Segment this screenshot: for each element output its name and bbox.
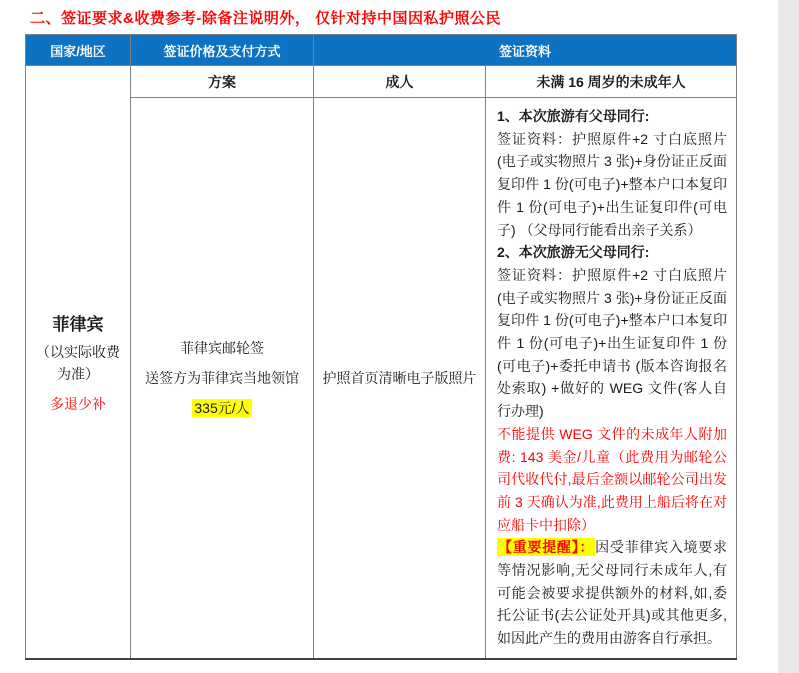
minor-section2-title: 2、本次旅游无父母同行: — [497, 244, 650, 261]
plan-submission-channel: 送签方为菲律宾当地领馆 — [145, 369, 299, 386]
country-refund-note: 多退少补 — [50, 395, 106, 412]
minor-section2-body: 签证资料：护照原件+2 寸白底照片(电子或实物照片 3 张)+身份证正反面复印件 1 份(可电子)+整本户口本复印件 1 份(可电子)+出生证复印件 1 份(可电子)+委托申请书 (版本咨询报名处索取) +做好的 WEG 文件(客人自行办理) — [497, 266, 728, 420]
table-subheader-row — [26, 66, 737, 98]
minor-weg-surcharge-note: 不能提供 WEG 文件的未成年人附加费: 143 美金/儿童（此费用为邮轮公司代收代付,最后金额以邮轮公司出发前 3 天确认为准,此费用上船后将在对应船卡中扣除） — [497, 425, 728, 533]
section-title: 二、签证要求&收费参考-除备注说明外， 仅针对持中国因私护照公民 — [30, 10, 501, 27]
plan-price-highlighted: 335元/人 — [194, 399, 250, 416]
visa-requirements-table — [25, 34, 737, 660]
header-visa-price-payment: 签证价格及支付方式 — [131, 35, 314, 66]
country-actual-fee-note: （以实际收费为准） — [36, 343, 120, 382]
plan-cell — [131, 98, 314, 659]
header-country-region: 国家/地区 — [26, 35, 131, 66]
header-visa-materials: 签证资料 — [314, 35, 737, 66]
minor-section1-body: 签证资料：护照原件+2 寸白底照片(电子或实物照片 3 张)+身份证正反面复印件 1 份(可电子)+整本户口本复印件 1 份(可电子)+出生证复印件(可电子) （父母同行能看出亲子关系） — [497, 130, 728, 238]
subheader-minor-under-16: 未满 16 周岁的未成年人 — [486, 66, 737, 98]
plan-visa-name: 菲律宾邮轮签 — [180, 339, 264, 356]
adult-requirement-cell — [314, 98, 486, 659]
table-content-row — [26, 98, 737, 659]
subheader-plan: 方案 — [131, 66, 314, 98]
minor-requirement-cell — [486, 98, 737, 659]
country-name: 菲律宾 — [52, 314, 104, 334]
country-cell — [26, 66, 131, 659]
adult-requirement-text: 护照首页清晰电子版照片 — [322, 369, 477, 386]
viewer-page-edge — [778, 0, 799, 673]
table-header-row — [26, 35, 737, 66]
important-notice-label: 【重要提醒】： — [498, 539, 595, 556]
minor-important-notice — [497, 536, 727, 650]
important-notice-body: 因受菲律宾入境要求等情况影响,无父母同行未成年人,有可能会被要求提供额外的材料,如,委托公证书(去公证处开具)或其他更多,如因此产生的费用由游客自行承担。 — [497, 539, 728, 647]
minor-section1-title: 1、本次旅游有父母同行: — [497, 108, 650, 124]
subheader-adult: 成人 — [314, 66, 486, 98]
